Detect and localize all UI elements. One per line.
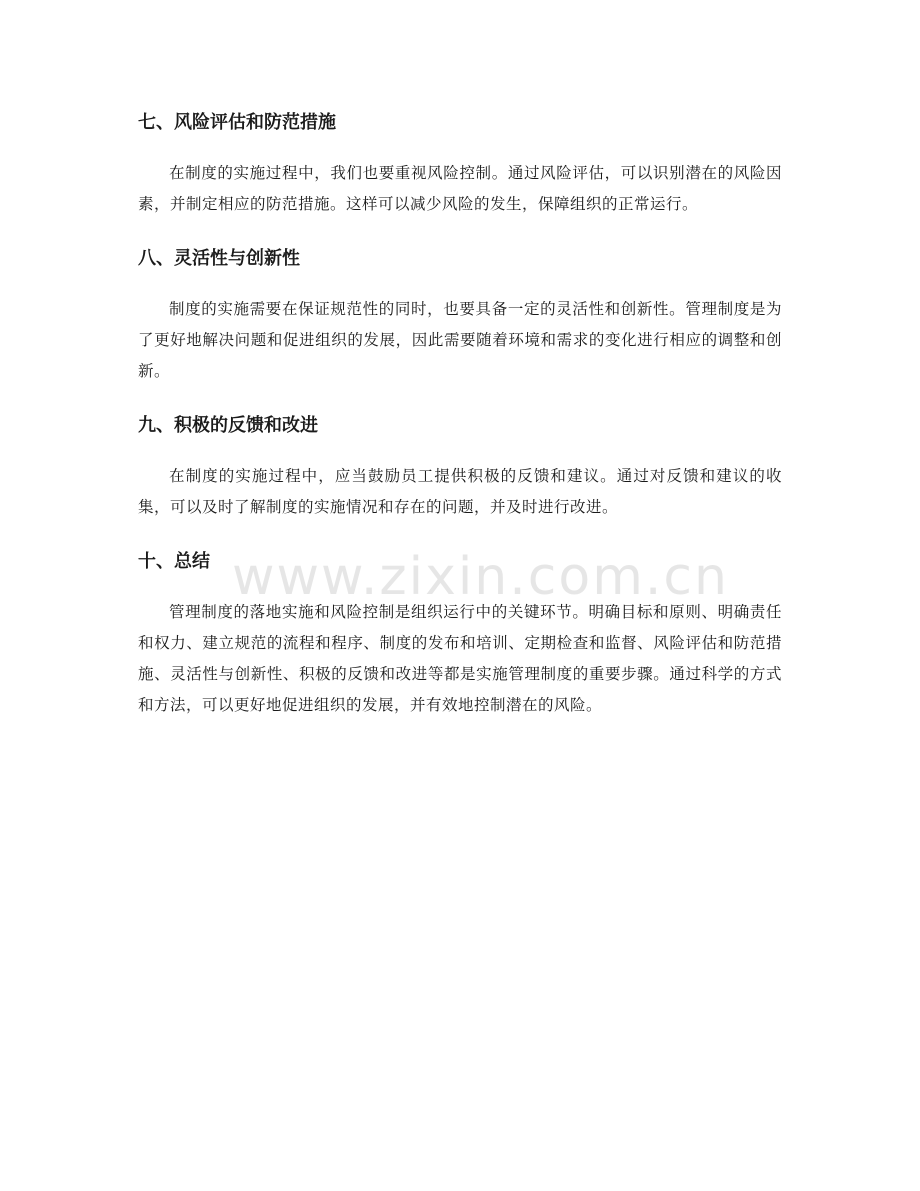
section-summary bbox=[138, 539, 782, 721]
document-page bbox=[138, 100, 782, 721]
section-paragraph: 在制度的实施过程中，应当鼓励员工提供积极的反馈和建议。通过对反馈和建议的收集，可以及时了解制度的实施情况和存在的问题，并及时进行改进。 bbox=[138, 467, 782, 516]
section-feedback bbox=[138, 403, 782, 523]
section-flexibility bbox=[138, 236, 782, 387]
section-heading: 八、灵活性与创新性 bbox=[138, 248, 300, 269]
watermark: www.zixin.com.cn bbox=[232, 547, 729, 607]
section-risk-assessment bbox=[138, 100, 782, 220]
section-heading: 七、风险评估和防范措施 bbox=[138, 112, 336, 133]
section-heading: 九、积极的反馈和改进 bbox=[138, 415, 318, 436]
section-heading: 十、总结 bbox=[138, 551, 210, 572]
section-paragraph: 管理制度的落地实施和风险控制是组织运行中的关键环节。明确目标和原则、明确责任和权力、建立规范的流程和程序、制度的发布和培训、定期检查和监督、风险评估和防范措施、灵活性与创新性、积极的反馈和改进等都是实施管理制度的重要步骤。通过科学的方式和方法，可以更好地促进组织的发展，并有效地控制潜在的风险。 bbox=[138, 603, 782, 714]
section-paragraph: 在制度的实施过程中，我们也要重视风险控制。通过风险评估，可以识别潜在的风险因素，并制定相应的防范措施。这样可以减少风险的发生，保障组织的正常运行。 bbox=[138, 164, 782, 213]
section-paragraph: 制度的实施需要在保证规范性的同时，也要具备一定的灵活性和创新性。管理制度是为了更好地解决问题和促进组织的发展，因此需要随着环境和需求的变化进行相应的调整和创新。 bbox=[138, 300, 782, 380]
